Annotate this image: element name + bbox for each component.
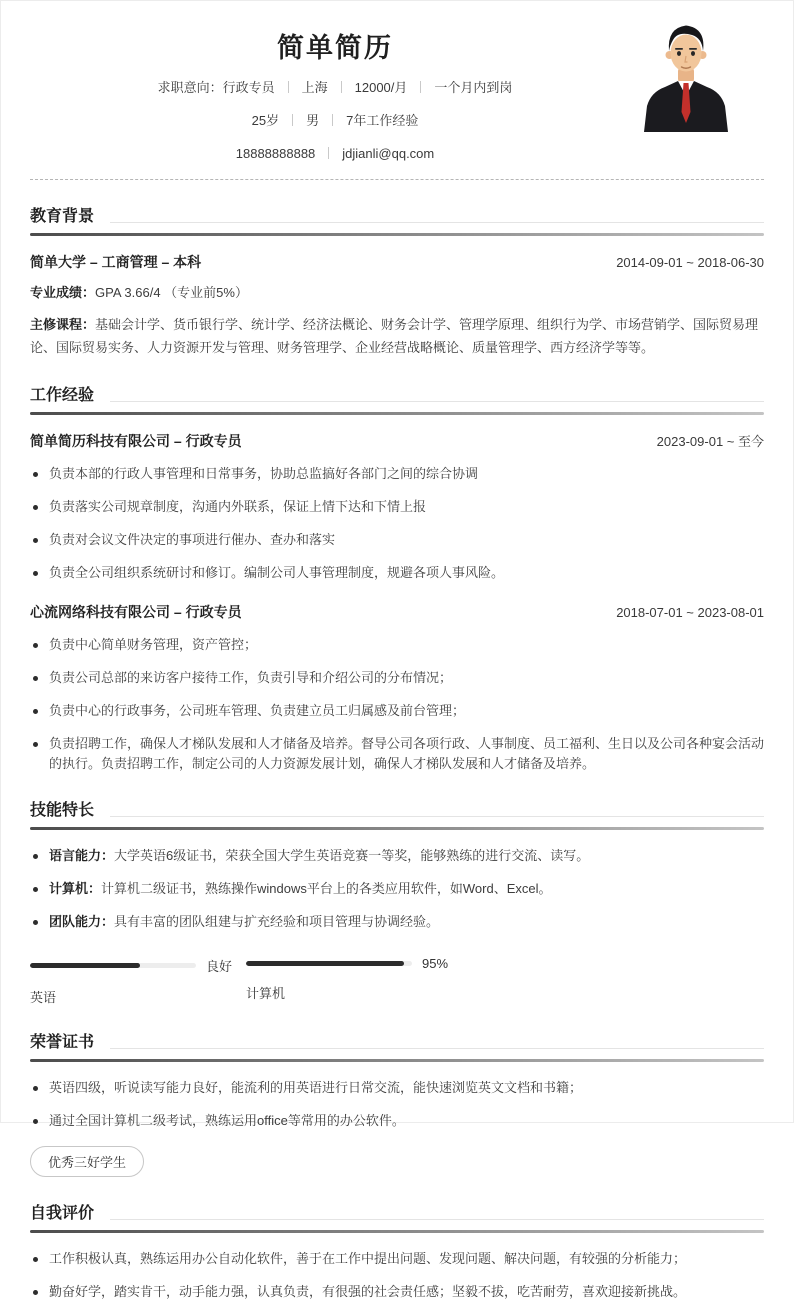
honor-tag: 优秀三好学生 xyxy=(30,1146,144,1177)
heading-rule xyxy=(30,412,764,415)
years-experience: 7年工作经验 xyxy=(346,113,419,128)
skill-item xyxy=(30,879,764,899)
section-honors xyxy=(30,1029,764,1177)
job-duty: 负责落实公司规章制度，沟通内外联系，保证上情下达和下情上报 xyxy=(30,497,764,517)
expected-salary: 12000/月 xyxy=(354,80,408,95)
job-duty: 负责对会议文件决定的事项进行催办、查办和落实 xyxy=(30,530,764,550)
skill-bar-english xyxy=(30,956,246,1006)
job-duty: 负责公司总部的来访客户接待工作，负责引导和介绍公司的分布情况； xyxy=(30,668,764,688)
email-address: jdjianli@qq.com xyxy=(342,146,435,161)
phone-number: 18888888888 xyxy=(235,146,316,161)
gender: 男 xyxy=(306,113,320,128)
divider xyxy=(288,81,289,93)
section-education xyxy=(30,203,764,359)
section-skills xyxy=(30,797,764,1006)
section-title: 技能特长 xyxy=(30,802,95,819)
progress-track xyxy=(30,963,196,968)
courses-value: 基础会计学、货币银行学、统计学、经济法概论、财务会计学、管理学原理、组织行为学、市场营销学、国际贸易理论、国际贸易实务、人力资源开发与管理、财务管理学、企业经营战略概论、质量管理学、西方经济学等等。 xyxy=(30,317,759,355)
skill-level-label: 95% xyxy=(422,956,449,971)
job-date: 2018-07-01 ~ 2023-08-01 xyxy=(616,605,764,620)
job-intent: 求职意向：行政专员 xyxy=(157,80,275,95)
skill-text: 计算机二级证书，熟练操作windows平台上的各类应用软件，如Word、Excel。 xyxy=(101,881,552,896)
skill-item xyxy=(30,846,764,866)
progress-track xyxy=(246,961,412,966)
section-head xyxy=(30,203,764,233)
age: 25岁 xyxy=(251,113,280,128)
skill-label: 团队能力： xyxy=(49,914,115,929)
heading-rule xyxy=(30,1059,764,1062)
skill-bars xyxy=(30,956,764,1006)
resume-title: 简单简历 xyxy=(277,33,393,63)
section-head xyxy=(30,1200,764,1230)
contact-row-intent xyxy=(30,78,640,98)
company-position: 简单简历科技有限公司 – 行政专员 xyxy=(30,433,242,449)
skill-bar-name: 计算机 xyxy=(246,986,286,1001)
skill-list xyxy=(30,846,764,932)
honor-item: 英语四级，听说读写能力良好，能流利的用英语进行日常交流，能快速浏览英文文档和书籍； xyxy=(30,1078,764,1098)
job-duty-list xyxy=(30,635,764,774)
divider xyxy=(292,114,293,126)
job-duty: 负责全公司组织系统研讨和修订。编制公司人事管理制度，规避各项人事风险。 xyxy=(30,563,764,583)
job-duty: 负责中心的行政事务，公司班车管理、负责建立员工归属感及前台管理； xyxy=(30,701,764,721)
skill-text: 大学英语6级证书，荣获全国大学生英语竞赛一等奖，能够熟练的进行交流、读写。 xyxy=(114,848,590,863)
progress-fill xyxy=(30,963,140,968)
heading-rule xyxy=(30,827,764,830)
self-evaluation-item: 工作积极认真，熟练运用办公自动化软件，善于在工作中提出问题、发现问题、解决问题，有较强的分析能力； xyxy=(30,1249,764,1269)
section-title: 教育背景 xyxy=(30,208,95,225)
section-work xyxy=(30,382,764,774)
section-title: 荣誉证书 xyxy=(30,1034,95,1051)
gpa-label: 专业成绩： xyxy=(30,285,96,300)
header-text-block xyxy=(30,26,640,164)
heading-thin-line xyxy=(110,222,764,223)
job-head xyxy=(30,602,764,622)
heading-thin-line xyxy=(110,1219,764,1220)
skill-label: 语言能力： xyxy=(49,848,115,863)
section-self-evaluation xyxy=(30,1200,764,1302)
job-duty: 负责招聘工作，确保人才梯队发展和人才储备及培养。督导公司各项行政、人事制度、员工福利、生日以及公司各种宴会活动的执行。负责招聘工作，制定公司的人力资源发展计划，确保人才梯队发展和人才储备及培养。 xyxy=(30,734,764,774)
section-title: 自我评价 xyxy=(30,1205,95,1222)
company-position: 心流网络科技有限公司 – 行政专员 xyxy=(30,604,242,620)
honor-list xyxy=(30,1078,764,1131)
job-entry xyxy=(30,431,764,583)
section-title: 工作经验 xyxy=(30,387,95,404)
honor-item: 通过全国计算机二级考试，熟练运用office等常用的办公软件。 xyxy=(30,1111,764,1131)
heading-thin-line xyxy=(110,1048,764,1049)
skill-bar-name: 英语 xyxy=(30,990,57,1005)
school-degree: 简单大学 – 工商管理 – 本科 xyxy=(30,254,202,270)
gpa-value: GPA 3.66/4 （专业前5%） xyxy=(95,285,248,300)
section-head xyxy=(30,797,764,827)
self-evaluation-list xyxy=(30,1249,764,1302)
arrival-time: 一个月内到岗 xyxy=(434,80,513,95)
courses-label: 主修课程： xyxy=(30,317,96,332)
courses-line xyxy=(30,313,764,359)
skill-bar-computer xyxy=(246,956,462,1006)
job-head xyxy=(30,431,764,451)
section-head xyxy=(30,382,764,412)
section-head xyxy=(30,1029,764,1059)
heading-thin-line xyxy=(110,816,764,817)
education-item-head xyxy=(30,252,764,272)
job-duty: 负责中心简单财务管理，资产管控； xyxy=(30,635,764,655)
progress-fill xyxy=(246,961,404,966)
self-evaluation-item: 勤奋好学，踏实肯干，动手能力强，认真负责，有很强的社会责任感；坚毅不拔，吃苦耐劳，喜欢迎接新挑战。 xyxy=(30,1282,764,1302)
heading-rule xyxy=(30,233,764,236)
profile-photo xyxy=(638,20,734,132)
heading-thin-line xyxy=(110,401,764,402)
skill-label: 计算机： xyxy=(49,881,102,896)
resume-header xyxy=(30,0,764,164)
heading-rule xyxy=(30,1230,764,1233)
contact-row-personal xyxy=(30,111,640,131)
man-in-suit-illustration xyxy=(638,20,734,132)
city: 上海 xyxy=(301,80,328,95)
job-duty: 负责本部的行政人事管理和日常事务，协助总监搞好各部门之间的综合协调 xyxy=(30,464,764,484)
divider xyxy=(332,114,333,126)
divider xyxy=(420,81,421,93)
education-date: 2014-09-01 ~ 2018-06-30 xyxy=(616,255,764,270)
job-date: 2023-09-01 ~ 至今 xyxy=(656,434,764,449)
skill-text: 具有丰富的团队组建与扩充经验和项目管理与协调经验。 xyxy=(114,914,440,929)
job-entry xyxy=(30,602,764,774)
job-duty-list xyxy=(30,464,764,583)
skill-level-label: 良好 xyxy=(206,959,233,974)
contact-row-contact xyxy=(30,144,640,164)
header-divider xyxy=(30,179,764,180)
divider xyxy=(341,81,342,93)
skill-item xyxy=(30,912,764,932)
divider xyxy=(328,147,329,159)
gpa-line xyxy=(30,281,764,304)
